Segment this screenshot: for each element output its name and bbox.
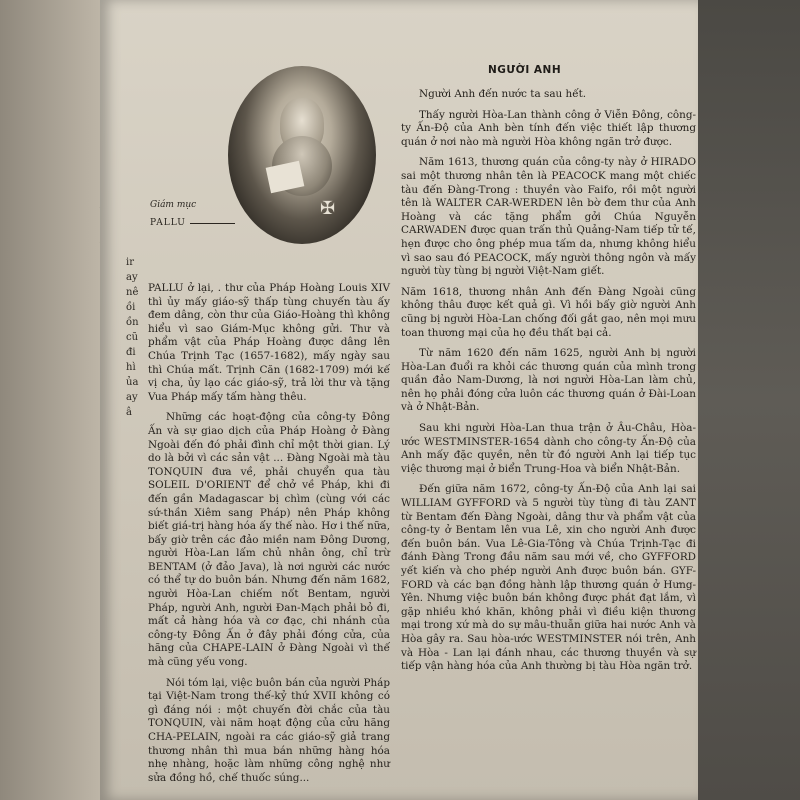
paragraph: Những các hoạt-động của công-ty Đông Ấn và sự giao dịch của Pháp Hoàng ở Đàng Ngoài đến đó phải đình chỉ một thời gian. Lý do là bởi vì các sản vật ... Đàng Ngoài mà tàu TONQUIN đưa về, phải chuyển qua tàu SOLEIL D'ORIENT để chở về Pháp, khi đi đến gần Madagascar bị chìm (cùng với các sứ-thần Xiêm sang Pháp) nên Pháp không biết giá-trị hàng hóa ấy thế nào. Hơ i thế nữa, bấy giờ trên các đảo miền nam Đông Dương, người Hòa-Lan lấm chủ nhân ông, chỉ trừ BENTAM (ở đảo Java), là nơi người các nước có thể tự do buôn bán. Nhưng đến năm 1682, người Hòa-Lan chiếm nốt Bentam, người Pháp, người Anh, người Đan-Mạch phải bỏ đi, mất cả hàng hóa và cơ đạc, chi nhánh của công-ty Đông Ấn ở đây phải đóng cửa, của hãng của CHAPE-LAIN ở Đàng Ngoài vì thế mà cũng yếu vong. [148, 411, 390, 669]
paragraph: Nói tóm lại, việc buôn bán của người Pháp tại Việt-Nam trong thế-kỷ thứ XVII không có gì đáng nói : một chuyến đời chắc của tàu TONQUIN, vài năm hoạt động của cửu hãng CHA-PELAIN, ngoài ra các giáo-sỹ giả trang thương nhân thì mua bán những hàng hóa nhẹ nhàng, hoặc làm những công nghệ như sửa đồng hồ, chế thuốc súng... [148, 676, 390, 784]
margin-fragment: â [126, 407, 132, 418]
cross-icon: ✠ [320, 198, 336, 219]
paragraph: Năm 1618, thương nhân Anh đến Đàng Ngoài cũng không thâu được kết quả gì. Vì hồi bấy giờ người Anh cũng bị người Hòa-Lan chống đối gắt gao, nên mọi mưu toan thương mại của họ đều thất bại cả. [401, 285, 696, 339]
portrait-caption-title: Giám mục [150, 200, 197, 210]
paragraph: Năm 1613, thương quán của công-ty này ở HIRADO sai một thương nhân tên là PEACOCK mang một chiếc tàu đến Đàng-Trong : thuyền vào Faifo, rồi một người tên là WALTER CAR-WERDEN lên bờ đem thư của Anh Hoàng và các tặng phẩm gởi Chúa Nguyễn CARWADEN được quan trấn thủ Quảng-Nam tiếp tử tế, hẹn được cho ông phép mua tấm da, nhưng không hiểu vì sao sau đó PEACOCK, mấy người thông ngôn và mấy người tùy tùng bị người Việt-Nam giết. [401, 156, 696, 278]
margin-fragment: nê [126, 287, 139, 298]
bishop-portrait [228, 66, 376, 244]
margin-fragment: hì [126, 362, 136, 373]
margin-fragment: ồn [126, 317, 139, 328]
portrait-caption-name: PALLU [150, 218, 186, 228]
paragraph: Đến giữa năm 1672, công-ty Ấn-Độ của Anh lại sai WILLIAM GYFFORD và 5 người tùy tùng đi tàu ZANT từ Bentam đến Đàng Ngoài, dâng thư và phẩm vật của công-ty ở Bentam lên vua Lê, xin cho người Anh được đến buôn bán. Vua Lê-Gia-Tông và Chúa Trịnh-Tạc đi đánh Đàng Trong đầu năm sau mới về, cho GYFFORD yết kiến và cho phép người Anh được buôn bán. GYF-FORD và các bạn đồng hành lập thương quán ở Hưng-Yên. Nhưng việc buôn bán không được phát đạt lắm, vì gặp nhiều khó khăn, không phải vì điều kiện thương mại trong xứ mà do sự mâu-thuẫn giữa hai nước Anh và Hòa gây ra. Sau hòa-ước WESTMINSTER nói trên, Anh và Hòa - Lan lại đánh nhau, các thương thuyền và sự tiếp vận hàng hóa của Anh thường bị tàu Hòa ngăn trở. [401, 483, 696, 673]
margin-fragment: cũ [126, 332, 139, 343]
margin-fragment: ay [126, 392, 138, 403]
paragraph: Người Anh đến nước ta sau hết. [419, 88, 587, 100]
margin-fragment: ủa [126, 377, 139, 388]
section-title: NGƯỜI ANH [488, 64, 562, 76]
paragraph: Sau khi người Hòa-Lan thua trận ở Âu-Châu, Hòa-ước WESTMINSTER-1654 dành cho công-ty Ấn-Độ của Anh mấy đặc quyền, nên từ đó người Anh lại tiếp tục việc thương mại ở biển Trung-Hoa và biển Nhật-Bản. [401, 422, 696, 475]
margin-fragment: ay [126, 272, 138, 283]
left-column [148, 282, 390, 785]
margin-fragment: đi [126, 347, 136, 358]
paragraph: PALLU ở lại, . thư của Pháp Hoàng Louis XIV thì ủy mấy giáo-sỹ thấp tùng chuyến tàu ấy đem dâng, còn thư của Giáo-Hoàng thì không hiểu vì sao Giám-Mục không gửi. Thư và phẩm vật của Pháp Hoàng được dâng lên Chúa Trịnh Tạc (1657-1682), mấy ngày sau thì Chúa mất. Trịnh Căn (1682-1709) mới kế vị cha, ủy lạo các giáo-sỹ, trả lời thư và tặng Vua Pháp mấy tấm hàng thêu. [148, 282, 390, 403]
paragraph: Từ năm 1620 đến năm 1625, người Anh bị người Hòa-Lan đuổi ra khỏi các thương quán của mình trong quần đảo Nam-Dương, là nơi người Hòa-Lan làm chủ, nên họ phải đóng cửa luôn các thương quán ở Đài-Loan và ở Nhật-Bản. [401, 347, 696, 414]
right-column [401, 88, 696, 674]
left-margin-fragments [126, 255, 148, 420]
margin-fragment: ồi [126, 302, 136, 313]
margin-fragment: ir [126, 257, 134, 268]
paragraph: Thấy người Hòa-Lan thành công ở Viễn Đông, công-ty Ấn-Độ của Anh bèn tính đến việc thiết lập thương quán ở nơi nào mà người Hòa không ngăn trở được. [401, 108, 696, 148]
table-background [698, 0, 800, 800]
caption-pointer-line [190, 223, 235, 224]
